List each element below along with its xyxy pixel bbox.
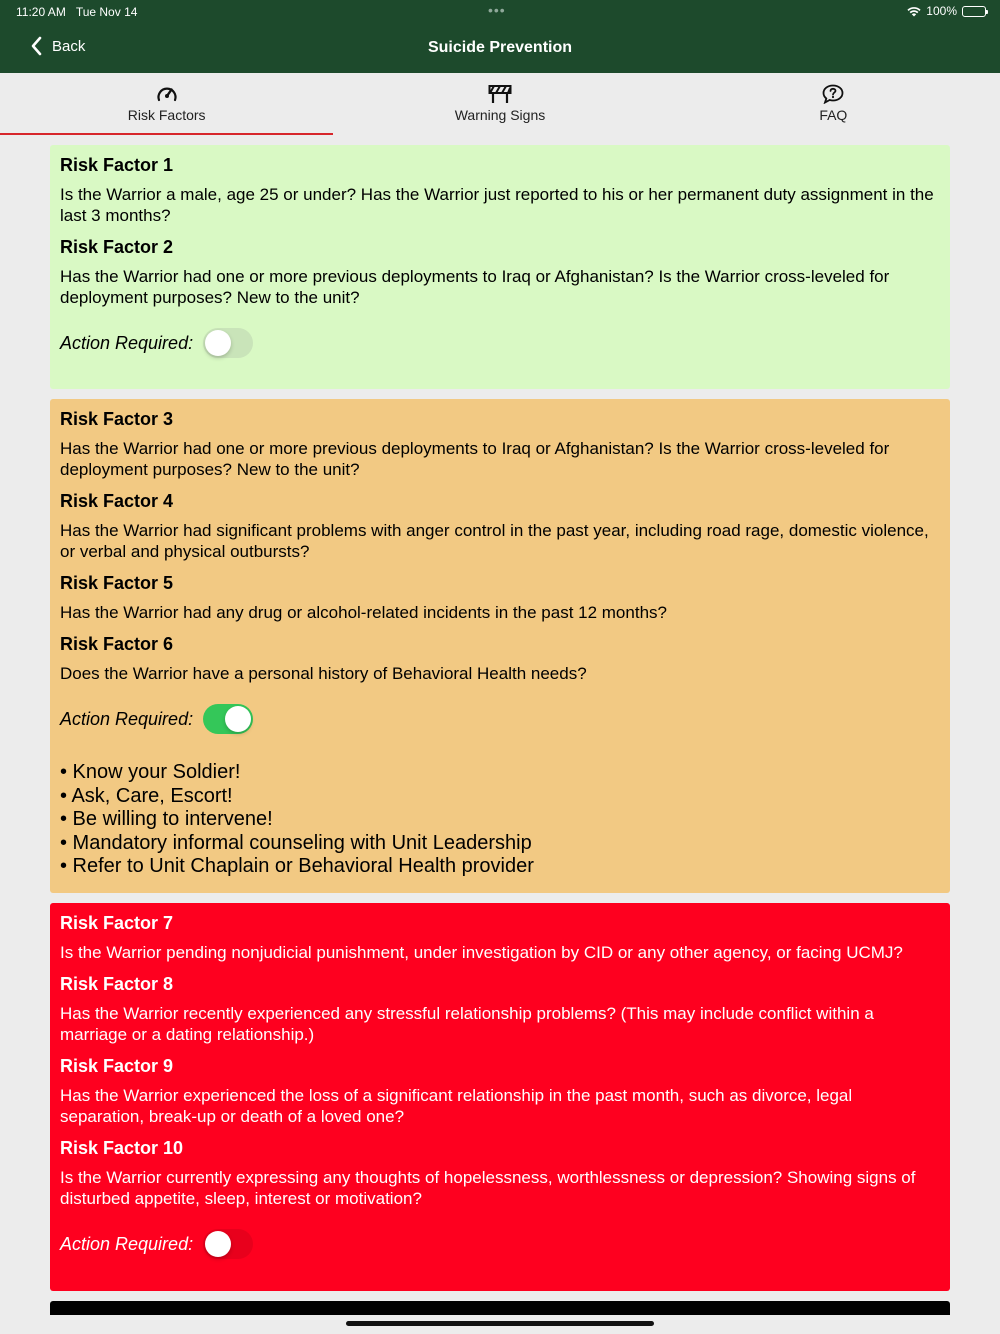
battery-percent: 100% xyxy=(926,4,957,18)
risk-card-high xyxy=(50,903,950,1291)
risk-factor-title: Risk Factor 5 xyxy=(60,573,174,593)
segment-tabs xyxy=(0,73,1000,135)
action-required-row xyxy=(60,328,940,358)
action-required-toggle[interactable] xyxy=(203,328,253,358)
action-required-toggle[interactable] xyxy=(203,704,253,734)
risk-factor-title: Risk Factor 10 xyxy=(60,1138,184,1158)
action-list-item: • Mandatory informal counseling with Unit Leadership xyxy=(60,831,532,854)
wifi-icon xyxy=(907,6,921,17)
risk-factor-title: Risk Factor 8 xyxy=(60,974,174,994)
tab-warning-signs[interactable] xyxy=(333,73,666,135)
battery-icon xyxy=(962,6,986,17)
action-required-label: Action Required: xyxy=(60,1233,194,1254)
tab-label: FAQ xyxy=(819,107,848,123)
home-indicator[interactable] xyxy=(346,1321,654,1326)
home-area xyxy=(0,1315,1000,1334)
status-bar xyxy=(0,0,1000,24)
risk-factor-title: Risk Factor 6 xyxy=(60,634,174,654)
risk-factor-text: Is the Warrior a male, age 25 or under? Has the Warrior just reported to his or her permanent duty assignment in the last 3 months? xyxy=(60,185,934,225)
navigation-bar xyxy=(0,24,1000,73)
page-title: Suicide Prevention xyxy=(427,39,573,56)
risk-factor-text: Does the Warrior have a personal history of Behavioral Health needs? xyxy=(60,664,587,683)
action-required-label: Action Required: xyxy=(60,332,194,353)
risk-card-medium xyxy=(50,399,950,893)
risk-factor-text: Has the Warrior had any drug or alcohol-related incidents in the past 12 months? xyxy=(60,603,667,622)
risk-factor-text: Has the Warrior recently experienced any stressful relationship problems? (This may include conflict within a marriage or a dating relationship.) xyxy=(60,1004,874,1044)
action-list-item: • Be willing to intervene! xyxy=(60,808,273,830)
action-list-item: • Ask, Care, Escort! xyxy=(60,784,233,807)
action-list xyxy=(60,761,940,879)
question-bubble-icon xyxy=(822,83,844,105)
action-required-toggle[interactable] xyxy=(203,1229,253,1259)
risk-factor-text: Is the Warrior currently expressing any thoughts of hopelessness, worthlessness or depression? Showing signs of disturbed appetite, sleep, interest or motivation? xyxy=(60,1168,916,1208)
tab-faq[interactable] xyxy=(667,73,1000,135)
action-required-row xyxy=(60,1229,940,1259)
risk-factor-text: Has the Warrior experienced the loss of a significant relationship in the past month, such as divorce, legal separation, break-up or death of a loved one? xyxy=(60,1086,853,1126)
multitasking-dots[interactable]: ••• xyxy=(488,2,506,18)
risk-factor-text: Has the Warrior had significant problems with anger control in the past year, including road rage, domestic violence, or verbal and physical outbursts? xyxy=(60,521,929,561)
tab-risk-factors[interactable] xyxy=(0,73,333,135)
back-label: Back xyxy=(52,37,86,55)
action-required-row xyxy=(60,704,940,734)
risk-card-critical xyxy=(50,1301,950,1315)
barrier-icon xyxy=(488,83,512,105)
risk-factor-list[interactable] xyxy=(50,145,950,1315)
risk-factor-title: Risk Factor 1 xyxy=(60,155,174,175)
action-list-item: • Know your Soldier! xyxy=(60,761,241,783)
risk-factor-text: Has the Warrior had one or more previous deployments to Iraq or Afghanistan? Is the Warrior cross-leveled for deployment purposes? New to the unit? xyxy=(60,439,890,479)
action-list-item: • Refer to Unit Chaplain or Behavioral Health provider xyxy=(60,855,534,877)
risk-factor-title: Risk Factor 9 xyxy=(60,1056,174,1076)
risk-factor-title: Risk Factor 7 xyxy=(60,913,174,933)
risk-factor-text: Has the Warrior had one or more previous deployments to Iraq or Afghanistan? Is the Warrior cross-leveled for deployment purposes? New to the unit? xyxy=(60,267,890,307)
risk-factor-title: Risk Factor 4 xyxy=(60,491,174,511)
risk-card-low xyxy=(50,145,950,389)
gauge-icon xyxy=(156,83,178,105)
status-time: 11:20 AM Tue Nov 14 xyxy=(16,5,138,19)
tab-label: Warning Signs xyxy=(454,107,546,123)
risk-factor-text: Is the Warrior pending nonjudicial punishment, under investigation by CID or any other agency, or facing UCMJ? xyxy=(60,943,903,962)
risk-factor-title: Risk Factor 3 xyxy=(60,409,174,429)
risk-factor-title: Risk Factor 2 xyxy=(60,237,174,257)
tab-label: Risk Factors xyxy=(127,107,206,123)
action-required-label: Action Required: xyxy=(60,708,194,729)
status-right xyxy=(907,4,986,18)
